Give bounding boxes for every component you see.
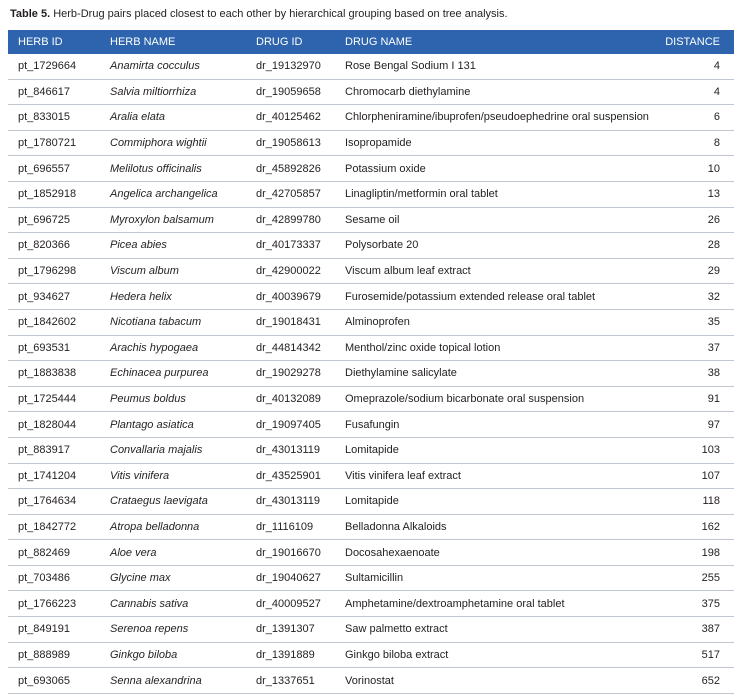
herb-name-cell: Atropa belladonna [100, 514, 246, 540]
table-row [8, 514, 734, 540]
distance-cell: 13 [653, 181, 734, 207]
drug-name-cell: Omeprazole/sodium bicarbonate oral suspension [335, 386, 653, 412]
distance-cell: 26 [653, 207, 734, 233]
herb-id-cell: pt_693065 [8, 668, 100, 694]
drug-id-cell: dr_42899780 [246, 207, 335, 233]
distance-cell: 8 [653, 130, 734, 156]
herb-id-cell: pt_1725444 [8, 386, 100, 412]
drug-name-cell: Ginkgo biloba extract [335, 642, 653, 668]
table-row [8, 233, 734, 259]
drug-id-cell: dr_40132089 [246, 386, 335, 412]
herb-name-cell: Vitis vinifera [100, 463, 246, 489]
herb-name-cell: Aloe vera [100, 540, 246, 566]
drug-id-cell: dr_43013119 [246, 489, 335, 515]
herb-id-cell: pt_888989 [8, 642, 100, 668]
herb-id-cell: pt_1764634 [8, 489, 100, 515]
herb-name-cell: Myroxylon balsamum [100, 207, 246, 233]
herb-name-cell: Plantago asiatica [100, 412, 246, 438]
drug-name-cell: Isopropamide [335, 130, 653, 156]
drug-name-cell: Diethylamine salicylate [335, 361, 653, 387]
table-row [8, 642, 734, 668]
table-row [8, 181, 734, 207]
drug-id-cell: dr_19040627 [246, 565, 335, 591]
drug-name-cell: Menthol/zinc oxide topical lotion [335, 335, 653, 361]
herb-name-cell: Echinacea purpurea [100, 361, 246, 387]
herb-id-cell: pt_1766223 [8, 591, 100, 617]
distance-cell: 103 [653, 437, 734, 463]
table-row [8, 668, 734, 694]
herb-name-cell: Convallaria majalis [100, 437, 246, 463]
drug-name-cell: Saw palmetto extract [335, 617, 653, 643]
herb-name-cell: Picea abies [100, 233, 246, 259]
table-row [8, 437, 734, 463]
table-row [8, 309, 734, 335]
drug-id-cell: dr_43525901 [246, 463, 335, 489]
drug-id-cell: dr_40039679 [246, 284, 335, 310]
herb-id-cell: pt_833015 [8, 105, 100, 131]
herb-name-cell: Arachis hypogaea [100, 335, 246, 361]
drug-name-cell: Sultamicillin [335, 565, 653, 591]
drug-id-cell: dr_40125462 [246, 105, 335, 131]
header-herb-id: HERB ID [18, 36, 63, 48]
drug-id-cell: dr_42705857 [246, 181, 335, 207]
table-row [8, 617, 734, 643]
distance-cell: 107 [653, 463, 734, 489]
herb-name-cell: Cannabis sativa [100, 591, 246, 617]
herb-id-cell: pt_883917 [8, 437, 100, 463]
header-drug-name: DRUG NAME [345, 36, 413, 48]
table-row [8, 105, 734, 131]
drug-name-cell: Polysorbate 20 [335, 233, 653, 259]
herb-name-cell: Serenoa repens [100, 617, 246, 643]
distance-cell: 38 [653, 361, 734, 387]
distance-cell: 91 [653, 386, 734, 412]
herb-id-cell: pt_1796298 [8, 258, 100, 284]
herb-id-cell: pt_1852918 [8, 181, 100, 207]
table-row [8, 463, 734, 489]
distance-cell: 10 [653, 156, 734, 182]
drug-id-cell: dr_42900022 [246, 258, 335, 284]
drug-name-cell: Furosemide/potassium extended release oral tablet [335, 284, 653, 310]
drug-name-cell: Chromocarb diethylamine [335, 79, 653, 105]
distance-cell: 517 [653, 642, 734, 668]
distance-cell: 4 [653, 79, 734, 105]
drug-id-cell: dr_1391307 [246, 617, 335, 643]
distance-cell: 6 [653, 105, 734, 131]
distance-cell: 97 [653, 412, 734, 438]
drug-id-cell: dr_19097405 [246, 412, 335, 438]
distance-cell: 37 [653, 335, 734, 361]
drug-name-cell: Vorinostat [335, 668, 653, 694]
table-row [8, 361, 734, 387]
table-row [8, 412, 734, 438]
distance-cell: 35 [653, 309, 734, 335]
herb-name-cell: Aralia elata [100, 105, 246, 131]
drug-id-cell: dr_1116109 [246, 514, 335, 540]
drug-id-cell: dr_19058613 [246, 130, 335, 156]
herb-id-cell: pt_703486 [8, 565, 100, 591]
herb-name-cell: Crataegus laevigata [100, 489, 246, 515]
table-caption [10, 7, 508, 21]
drug-name-cell: Rose Bengal Sodium I 131 [335, 54, 653, 79]
table-row [8, 335, 734, 361]
drug-id-cell: dr_1337651 [246, 668, 335, 694]
herb-name-cell: Peumus boldus [100, 386, 246, 412]
header-drug-id: DRUG ID [256, 36, 303, 48]
herb-id-cell: pt_1780721 [8, 130, 100, 156]
herb-name-cell: Nicotiana tabacum [100, 309, 246, 335]
herb-id-cell: pt_696725 [8, 207, 100, 233]
herb-id-cell: pt_882469 [8, 540, 100, 566]
herb-name-cell: Anamirta cocculus [100, 54, 246, 79]
table-row [8, 284, 734, 310]
drug-id-cell: dr_45892826 [246, 156, 335, 182]
distance-cell: 387 [653, 617, 734, 643]
distance-cell: 162 [653, 514, 734, 540]
herb-id-cell: pt_1828044 [8, 412, 100, 438]
drug-name-cell: Potassium oxide [335, 156, 653, 182]
table-row [8, 591, 734, 617]
herb-id-cell: pt_1741204 [8, 463, 100, 489]
herb-name-cell: Hedera helix [100, 284, 246, 310]
distance-cell: 28 [653, 233, 734, 259]
drug-name-cell: Viscum album leaf extract [335, 258, 653, 284]
table-row [8, 54, 734, 79]
table-body [8, 54, 734, 693]
drug-name-cell: Linagliptin/metformin oral tablet [335, 181, 653, 207]
drug-id-cell: dr_44814342 [246, 335, 335, 361]
header-distance: DISTANCE [665, 36, 720, 48]
herb-id-cell: pt_1883838 [8, 361, 100, 387]
distance-cell: 198 [653, 540, 734, 566]
distance-cell: 375 [653, 591, 734, 617]
herb-id-cell: pt_849191 [8, 617, 100, 643]
table-row [8, 156, 734, 182]
drug-id-cell: dr_19059658 [246, 79, 335, 105]
drug-name-cell: Fusafungin [335, 412, 653, 438]
table-row [8, 540, 734, 566]
distance-cell: 255 [653, 565, 734, 591]
distance-cell: 29 [653, 258, 734, 284]
distance-cell: 118 [653, 489, 734, 515]
drug-id-cell: dr_19016670 [246, 540, 335, 566]
drug-name-cell: Belladonna Alkaloids [335, 514, 653, 540]
drug-name-cell: Lomitapide [335, 437, 653, 463]
herb-name-cell: Glycine max [100, 565, 246, 591]
drug-id-cell: dr_19029278 [246, 361, 335, 387]
herb-id-cell: pt_696557 [8, 156, 100, 182]
herb-name-cell: Senna alexandrina [100, 668, 246, 694]
distance-cell: 4 [653, 54, 734, 79]
herb-name-cell: Commiphora wightii [100, 130, 246, 156]
herb-name-cell: Angelica archangelica [100, 181, 246, 207]
herb-name-cell: Salvia miltiorrhiza [100, 79, 246, 105]
drug-id-cell: dr_40009527 [246, 591, 335, 617]
table-row [8, 258, 734, 284]
drug-id-cell: dr_40173337 [246, 233, 335, 259]
drug-name-cell: Docosahexaenoate [335, 540, 653, 566]
drug-name-cell: Lomitapide [335, 489, 653, 515]
herb-id-cell: pt_846617 [8, 79, 100, 105]
herb-name-cell: Ginkgo biloba [100, 642, 246, 668]
distance-cell: 32 [653, 284, 734, 310]
drug-name-cell: Alminoprofen [335, 309, 653, 335]
table-row [8, 79, 734, 105]
header-herb-name: HERB NAME [110, 36, 176, 48]
table-row [8, 130, 734, 156]
herb-id-cell: pt_934627 [8, 284, 100, 310]
table-row [8, 565, 734, 591]
herb-name-cell: Melilotus officinalis [100, 156, 246, 182]
herb-id-cell: pt_693531 [8, 335, 100, 361]
caption-label: Table 5. [10, 8, 51, 20]
table-row [8, 386, 734, 412]
drug-id-cell: dr_19018431 [246, 309, 335, 335]
drug-name-cell: Chlorpheniramine/ibuprofen/pseudoephedrine oral suspension [335, 105, 653, 131]
drug-name-cell: Amphetamine/dextroamphetamine oral tablet [335, 591, 653, 617]
table-row [8, 489, 734, 515]
herb-id-cell: pt_1842602 [8, 309, 100, 335]
herb-name-cell: Viscum album [100, 258, 246, 284]
herb-id-cell: pt_1729664 [8, 54, 100, 79]
table-header-row [8, 30, 734, 54]
herb-id-cell: pt_1842772 [8, 514, 100, 540]
drug-id-cell: dr_43013119 [246, 437, 335, 463]
herb-id-cell: pt_820366 [8, 233, 100, 259]
drug-name-cell: Vitis vinifera leaf extract [335, 463, 653, 489]
herb-drug-table [8, 30, 734, 694]
distance-cell: 652 [653, 668, 734, 694]
table-row [8, 207, 734, 233]
drug-id-cell: dr_1391889 [246, 642, 335, 668]
drug-name-cell: Sesame oil [335, 207, 653, 233]
caption-text: Herb-Drug pairs placed closest to each other by hierarchical grouping based on tree analysis. [50, 8, 508, 20]
drug-id-cell: dr_19132970 [246, 54, 335, 79]
